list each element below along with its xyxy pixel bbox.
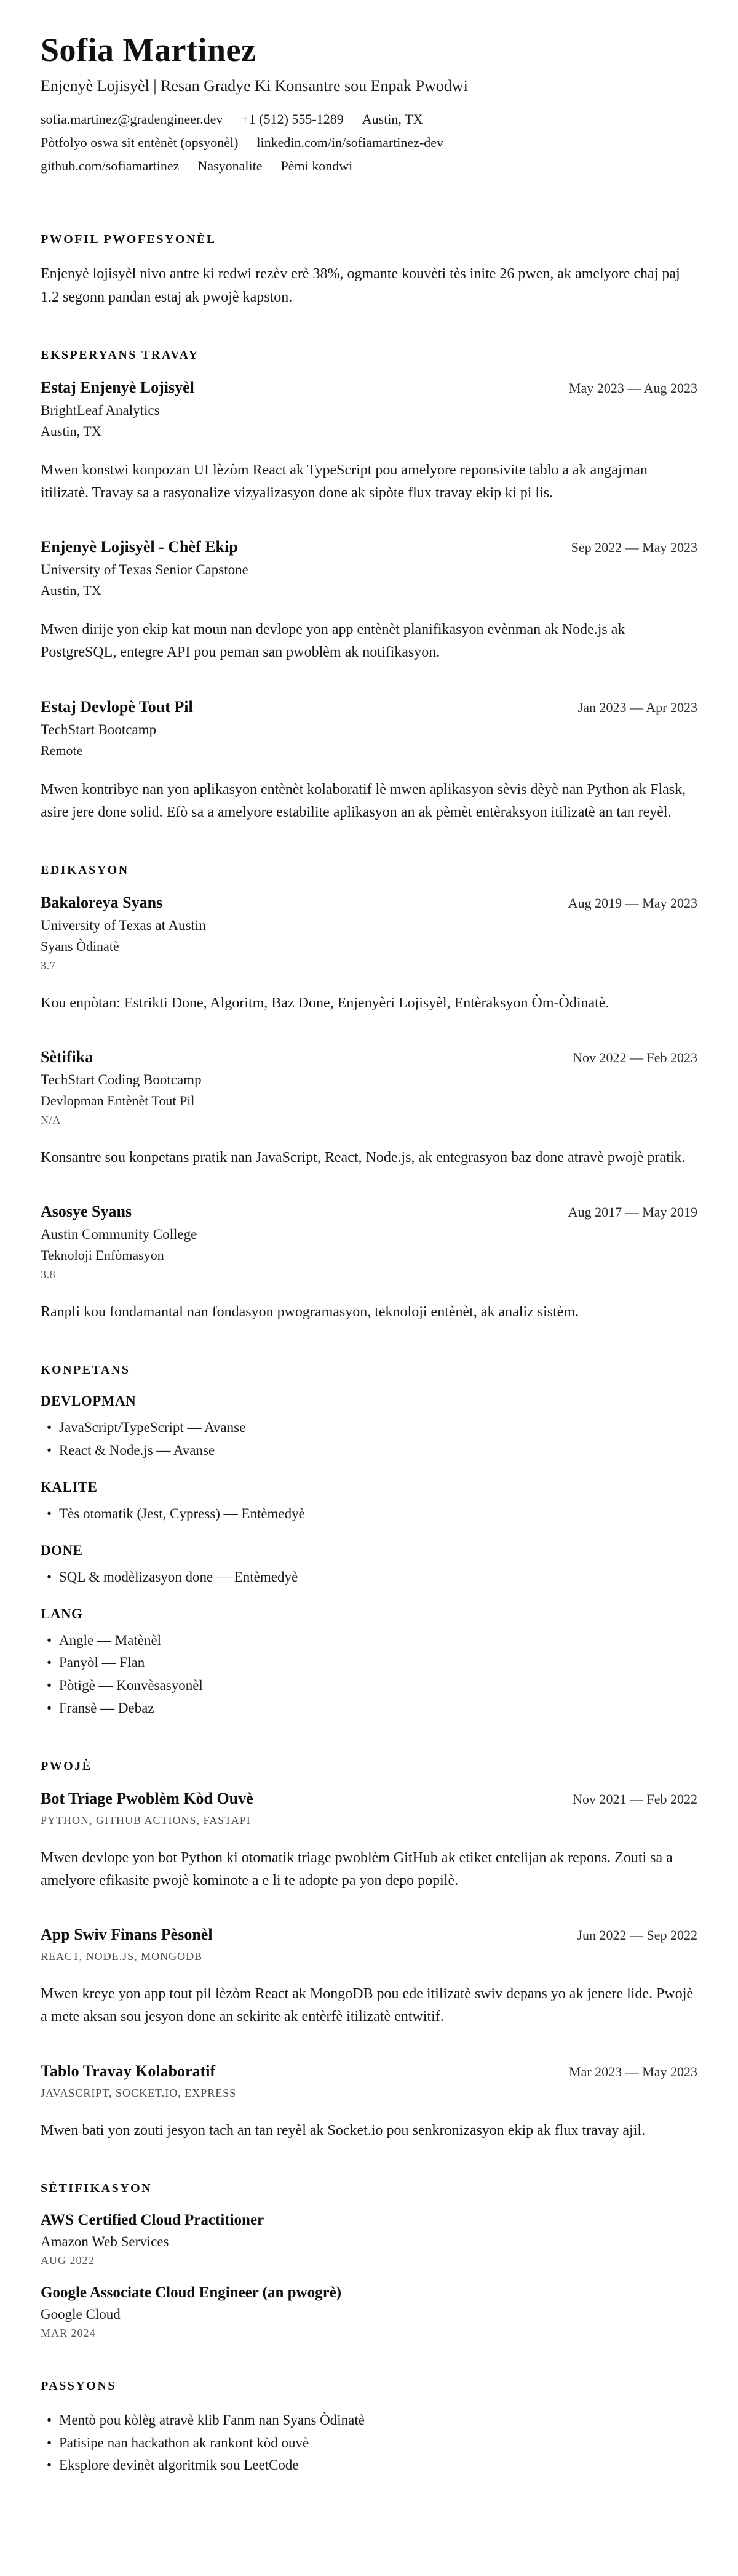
skill-group-title: DEVLOPMAN [41, 1393, 137, 1409]
job-description: Mwen konstwi konpozan UI lèzòm React ak TypeScript pou amelyore reponsivite tablo a ak angajman itilizatè. Travay sa a rasyonalize vizyalizasyon done ak sipòte flux travay ekip ki pi lis. [41, 462, 648, 501]
job-company: TechStart Bootcamp [41, 721, 157, 737]
profile-text: Enjenyè lojisyèl nivo antre ki redwi rezèv erè 38%, ogmante kouvèti tès inite 26 pwen, ak amelyore chaj paj 1.2 segonn pandan estaj ak pwojè kapston. [41, 266, 680, 305]
skill-item: • React & Node.js — Avanse [41, 1439, 697, 1462]
section-education [41, 863, 697, 1324]
experience-entry [41, 538, 697, 664]
job-location: Remote [41, 742, 83, 758]
school-name: University of Texas at Austin [41, 917, 206, 933]
project-description: Mwen bati yon zouti jesyon tach an tan reyèl ak Socket.io pou senkronizasyon ekip ak flux travay ajil. [41, 2122, 646, 2138]
section-experience [41, 348, 697, 824]
gpa-value: N/A [41, 1114, 61, 1127]
contact-email: sofia.martinez@gradengineer.dev [41, 111, 223, 127]
contact-row-1 [41, 111, 697, 127]
project-tech-stack: PYTHON, GITHUB ACTIONS, FASTAPI [41, 1814, 251, 1826]
contact-phone: +1 (512) 555-1289 [241, 111, 344, 127]
project-description: Mwen kreye yon app tout pil lèzòm React ak MongoDB pou ede itilizatè swiv depans yo ak jenere lide. Pwojè a mete aksan sou jesyon done an sekirite ak entèrfè itilizatè entwitif. [41, 1986, 694, 2025]
job-title: Estaj Enjenyè Lojisyèl [41, 378, 194, 396]
project-entry [41, 1790, 697, 1892]
experience-heading: EKSPERYANS TRAVAY [41, 348, 199, 362]
candidate-name: Sofia Martinez [41, 31, 256, 68]
education-note: Ranpli kou fondamantal nan fondasyon pwogramasyon, teknoloji entènèt, ak analiz sistèm. [41, 1304, 579, 1321]
skill-item: • JavaScript/TypeScript — Avanse [41, 1417, 697, 1439]
certification-title: Google Associate Cloud Engineer (an pwogrè) [41, 2284, 342, 2301]
project-description: Mwen devlope yon bot Python ki otomatik triage pwoblèm GitHub ak etiket entelijan ak repons. Zouti sa a amelyore efikasite pwojè kominote a e li te adopte pa yon depo popilè. [41, 1849, 673, 1889]
skill-group-lang [41, 1606, 697, 1720]
job-dates: May 2023 — Aug 2023 [569, 380, 697, 396]
project-dates: Jun 2022 — Sep 2022 [577, 1927, 697, 1943]
gpa-value: 3.8 [41, 1268, 56, 1281]
skill-item: • Panyòl — Flan [41, 1652, 697, 1674]
skill-group-devlopman [41, 1393, 697, 1462]
school-name: TechStart Coding Bootcamp [41, 1072, 202, 1088]
project-title: Tablo Travay Kolaboratif [41, 2062, 216, 2080]
contact-row-3 [41, 158, 697, 174]
degree-title: Sètifika [41, 1048, 93, 1066]
education-entry [41, 1048, 697, 1169]
gpa-value: 3.7 [41, 959, 56, 972]
certification-issuer: Google Cloud [41, 2306, 121, 2322]
job-dates: Sep 2022 — May 2023 [571, 540, 697, 556]
certification-entry [41, 2284, 697, 2340]
contact-row-2 [41, 135, 697, 151]
contact-github: github.com/sofiamartinez [41, 158, 180, 174]
candidate-tagline: Enjenyè Lojisyèl | Resan Gradye Ki Konsantre sou Enpak Pwodwi [41, 77, 468, 95]
job-location: Austin, TX [41, 423, 101, 439]
skill-item: • Fransè — Debaz [41, 1697, 697, 1720]
education-entry [41, 1202, 697, 1324]
degree-title: Bakaloreya Syans [41, 893, 163, 911]
school-name: Austin Community College [41, 1226, 197, 1242]
contact-website: Pòtfolyo oswa sit entènèt (opsyonèl) [41, 135, 239, 151]
interest-item: • Patisipe nan hackathon ak rankont kòd ouvè [41, 2432, 697, 2455]
job-description: Mwen kontribye nan yon aplikasyon entènèt kolaboratif lè mwen aplikasyon sèvis dèyè nan Python ak Flask, asire jere done solid. Efò sa a amelyore estabilite aplikasyon an ak pèmèt entèraksyon itilizatè an tan reyèl. [41, 781, 686, 820]
skill-group-kalite [41, 1479, 697, 1526]
education-note: Kou enpòtan: Estrikti Done, Algoritm, Baz Done, Enjenyèri Lojisyèl, Entèraksyon Òm-Òdinatè. [41, 994, 609, 1011]
job-company: BrightLeaf Analytics [41, 402, 160, 418]
contact-driving-license: Pèmi kondwi [280, 158, 353, 174]
project-dates: Mar 2023 — May 2023 [569, 2063, 697, 2079]
field-of-study: Teknoloji Enfòmasyon [41, 1247, 164, 1263]
interest-item: • Mentò pou kòlèg atravè klib Fanm nan Syans Òdinatè [41, 2409, 697, 2432]
contact-block [41, 111, 697, 174]
education-note: Konsantre sou konpetans pratik nan JavaScript, React, Node.js, ak entegrasyon baz done atravè pwojè pratik. [41, 1150, 686, 1166]
education-dates: Nov 2022 — Feb 2023 [573, 1050, 697, 1066]
degree-title: Asosye Syans [41, 1202, 132, 1221]
section-skills [41, 1363, 697, 1719]
field-of-study: Devlopman Entènèt Tout Pil [41, 1093, 195, 1109]
project-entry [41, 1926, 697, 2028]
project-title: Bot Triage Pwoblèm Kòd Ouvè [41, 1789, 253, 1807]
experience-entry [41, 378, 697, 505]
section-projects [41, 1759, 697, 2142]
job-dates: Jan 2023 — Apr 2023 [577, 699, 697, 715]
projects-heading: PWOJÈ [41, 1759, 92, 1773]
contact-location: Austin, TX [362, 111, 423, 127]
skill-item: • Pòtigè — Konvèsasyonèl [41, 1674, 697, 1697]
skills-heading: KONPETANS [41, 1363, 130, 1377]
certification-issuer: Amazon Web Services [41, 2233, 169, 2249]
certification-entry [41, 2212, 697, 2267]
resume-header [41, 32, 697, 193]
profile-heading: PWOFIL PWOFESYONÈL [41, 233, 216, 247]
project-entry [41, 2062, 697, 2142]
project-dates: Nov 2021 — Feb 2022 [573, 1791, 697, 1807]
certification-title: AWS Certified Cloud Practitioner [41, 2211, 264, 2228]
project-title: App Swiv Finans Pèsonèl [41, 1926, 213, 1944]
contact-nationality: Nasyonalite [197, 158, 263, 174]
section-certifications [41, 2182, 697, 2340]
skill-item: • Angle — Matènèl [41, 1630, 697, 1652]
job-location: Austin, TX [41, 583, 101, 599]
education-heading: EDIKASYON [41, 863, 129, 877]
interest-item: • Eksplore devinèt algoritmik sou LeetCode [41, 2454, 697, 2477]
skill-group-title: KALITE [41, 1479, 98, 1495]
project-tech-stack: REACT, NODE.JS, MONGODB [41, 1950, 203, 1963]
experience-entry [41, 698, 697, 824]
certification-date: AUG 2022 [41, 2254, 95, 2266]
job-title: Enjenyè Lojisyèl - Chèf Ekip [41, 538, 238, 556]
education-entry [41, 894, 697, 1015]
certifications-heading: SÈTIFIKASYON [41, 2181, 153, 2195]
job-title: Estaj Devlopè Tout Pil [41, 697, 193, 716]
certification-date: MAR 2024 [41, 2326, 96, 2339]
section-profile [41, 233, 697, 308]
interests-heading: PASSYONS [41, 2378, 116, 2393]
skill-item: • Tès otomatik (Jest, Cypress) — Entèmedyè [41, 1503, 697, 1526]
skill-group-done [41, 1543, 697, 1589]
field-of-study: Syans Òdinatè [41, 938, 119, 954]
skill-group-title: LANG [41, 1606, 83, 1622]
interests-list [41, 2409, 697, 2477]
contact-linkedin: linkedin.com/in/sofiamartinez-dev [256, 135, 444, 151]
job-company: University of Texas Senior Capstone [41, 562, 248, 578]
job-description: Mwen dirije yon ekip kat moun nan devlope yon app entènèt planifikasyon evènman ak Node.js ak PostgreSQL, entegre API pou peman san pwoblèm ak notifikasyon. [41, 622, 625, 661]
education-dates: Aug 2019 — May 2023 [568, 895, 697, 911]
education-dates: Aug 2017 — May 2019 [568, 1204, 697, 1220]
section-interests [41, 2379, 697, 2477]
skill-item: • SQL & modèlizasyon done — Entèmedyè [41, 1566, 697, 1589]
project-tech-stack: JAVASCRIPT, SOCKET.IO, EXPRESS [41, 2086, 237, 2099]
skill-group-title: DONE [41, 1542, 83, 1558]
